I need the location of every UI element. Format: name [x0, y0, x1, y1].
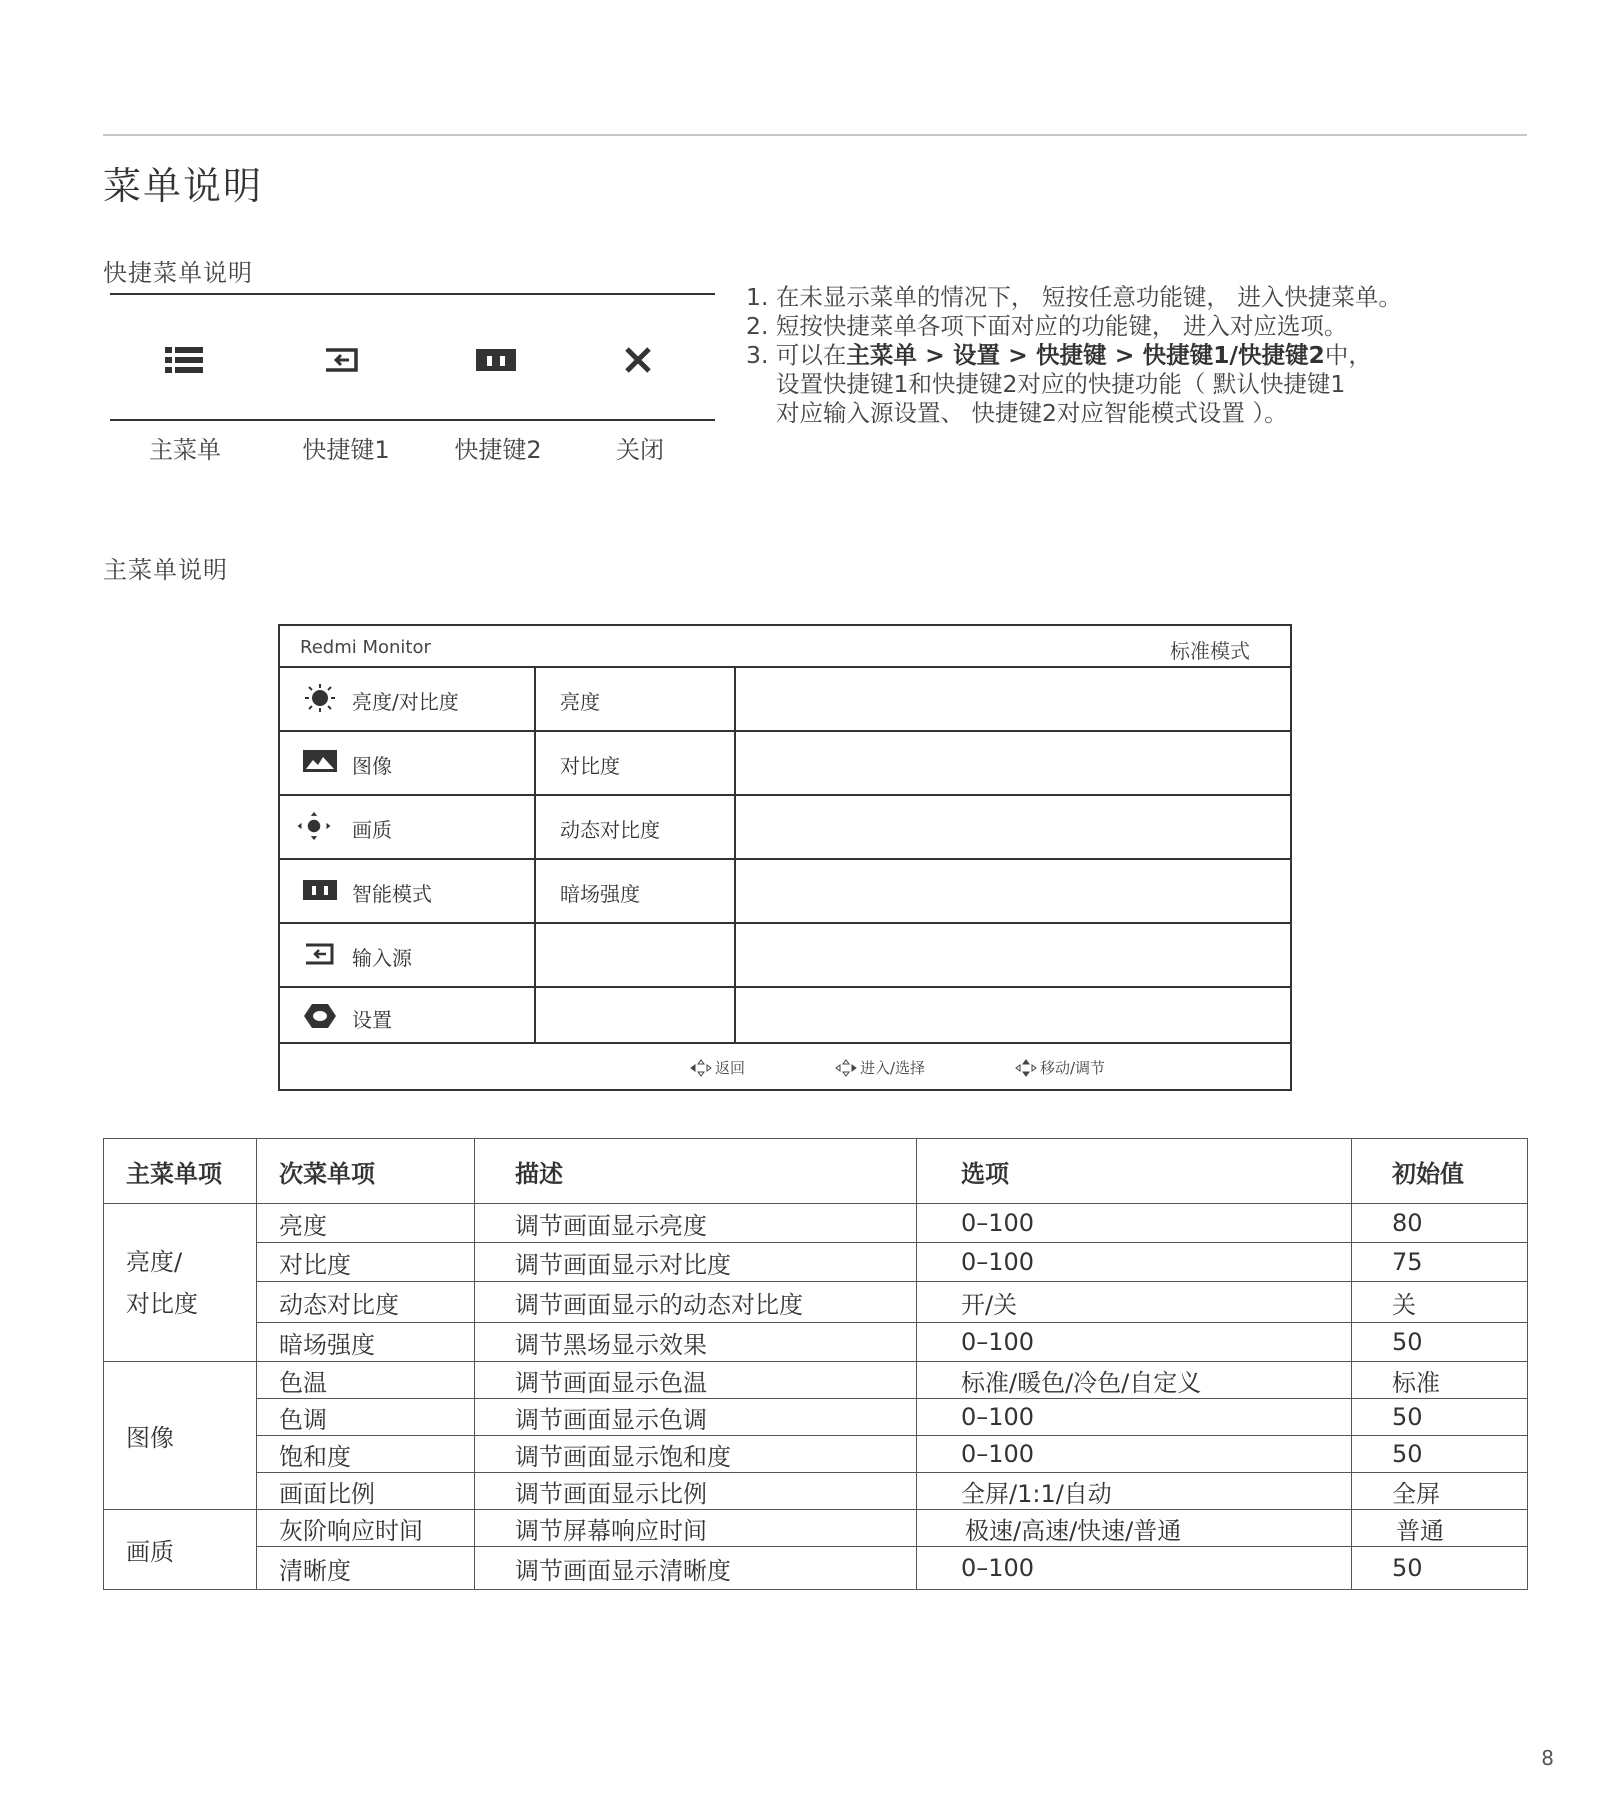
table-cell: 50	[1352, 1547, 1528, 1590]
table-cell: 调节屏幕响应时间	[475, 1510, 917, 1547]
table-cell: 80	[1352, 1204, 1528, 1243]
note-line-2: 2. 短按快捷菜单各项下面对应的功能键， 进入对应选项。	[746, 312, 1348, 340]
table-cell: 0–100	[917, 1204, 1352, 1243]
group-cell: 图像	[104, 1362, 257, 1510]
osd-item-label: 画质	[352, 818, 392, 842]
osd-row	[280, 988, 1290, 1044]
table-row	[104, 1362, 1528, 1399]
table-row	[104, 1436, 1528, 1473]
osd-mode: 标准模式	[1170, 639, 1250, 663]
osd-row	[280, 924, 1290, 988]
osd-header	[280, 626, 1290, 668]
osd-row	[280, 796, 1290, 860]
note-line-3-path: 主菜单 > 设置 > 快捷键 > 快捷键1/快捷键2	[846, 341, 1325, 369]
osd-sub-item: 动态对比度	[560, 818, 660, 842]
osd-item-label: 设置	[352, 1008, 392, 1032]
note-line-5: 对应输入源设置、 快捷键2对应智能模式设置 ）。	[776, 399, 1288, 427]
quick-menu-label-hotkey2: 快捷键2	[454, 436, 542, 464]
settings-icon	[302, 1000, 338, 1032]
table-cell: 50	[1352, 1399, 1528, 1436]
group-name: 对比度	[126, 1289, 198, 1318]
table-cell: 调节画面显示色温	[475, 1362, 917, 1399]
table-row	[104, 1399, 1528, 1436]
table-cell: 0–100	[917, 1243, 1352, 1282]
input-source-icon	[302, 938, 338, 970]
table-cell: 0–100	[917, 1399, 1352, 1436]
osd-hint-enter	[835, 1057, 925, 1078]
table-cell: 普通	[1352, 1510, 1528, 1547]
table-cell: 调节画面显示的动态对比度	[475, 1282, 917, 1323]
osd-sub-item: 暗场强度	[560, 882, 640, 906]
table-header-row	[104, 1139, 1528, 1204]
table-cell: 调节画面显示色调	[475, 1399, 917, 1436]
table-cell: 全屏/1:1/自动	[917, 1473, 1352, 1510]
quick-menu-label-main: 主菜单	[149, 436, 221, 464]
table-header: 次菜单项	[257, 1139, 475, 1204]
table-cell: 全屏	[1352, 1473, 1528, 1510]
table-row	[104, 1282, 1528, 1323]
sun-icon	[302, 682, 338, 714]
osd-row	[280, 860, 1290, 924]
osd-item-label: 输入源	[352, 946, 412, 970]
table-cell: 75	[1352, 1243, 1528, 1282]
table-header: 描述	[475, 1139, 917, 1204]
menu-spec-table	[103, 1138, 1528, 1590]
osd-hint-enter-label: 进入/选择	[860, 1059, 926, 1077]
osd-hint-move	[1015, 1057, 1105, 1078]
osd-row	[280, 668, 1290, 732]
table-header: 初始值	[1352, 1139, 1528, 1204]
table-cell: 50	[1352, 1323, 1528, 1362]
table-row	[104, 1204, 1528, 1243]
table-row	[104, 1473, 1528, 1510]
list-icon	[164, 343, 204, 377]
table-cell: 对比度	[257, 1243, 475, 1282]
quick-menu-label-close: 关闭	[616, 436, 664, 464]
table-cell: 关	[1352, 1282, 1528, 1323]
osd-hint-move-label: 移动/调节	[1040, 1059, 1106, 1077]
osd-sub-item: 亮度	[560, 690, 600, 714]
group-name: 亮度/	[126, 1247, 183, 1276]
table-cell: 0–100	[917, 1436, 1352, 1473]
quick-menu-bottom-line	[110, 419, 715, 421]
table-cell: 色调	[257, 1399, 475, 1436]
table-cell: 清晰度	[257, 1547, 475, 1590]
dpad-icon	[690, 1059, 712, 1077]
table-cell: 动态对比度	[257, 1282, 475, 1323]
table-row	[104, 1510, 1528, 1547]
osd-menu-mockup	[278, 624, 1292, 1091]
table-cell: 标准/暖色/冷色/自定义	[917, 1362, 1352, 1399]
table-cell: 调节黑场显示效果	[475, 1323, 917, 1362]
table-cell: 调节画面显示清晰度	[475, 1547, 917, 1590]
quick-menu-top-line	[110, 293, 715, 295]
note-line-3-prefix: 3. 可以在	[746, 341, 847, 369]
note-line-3	[746, 341, 1536, 370]
osd-hint-back-label: 返回	[715, 1059, 746, 1077]
page-number: 8	[1541, 1746, 1554, 1770]
osd-item-label: 亮度/对比度	[352, 690, 459, 714]
table-row	[104, 1547, 1528, 1590]
image-icon	[302, 746, 338, 778]
osd-row	[280, 732, 1290, 796]
table-cell: 色温	[257, 1362, 475, 1399]
page-title: 菜单说明	[103, 164, 264, 208]
table-cell: 0–100	[917, 1323, 1352, 1362]
smart-mode-icon	[476, 343, 516, 377]
table-row	[104, 1323, 1528, 1362]
quick-menu-notes	[746, 283, 1536, 428]
table-cell: 标准	[1352, 1362, 1528, 1399]
table-cell: 0–100	[917, 1547, 1352, 1590]
main-menu-section-title: 主菜单说明	[103, 556, 228, 584]
quality-icon	[296, 810, 332, 842]
note-line-1: 1. 在未显示菜单的情况下， 短按任意功能键， 进入快捷菜单。	[746, 283, 1402, 311]
osd-brand: Redmi Monitor	[300, 637, 431, 658]
osd-item-label: 图像	[352, 754, 392, 778]
quick-menu-section-title: 快捷菜单说明	[103, 259, 253, 287]
table-cell: 暗场强度	[257, 1323, 475, 1362]
table-cell: 调节画面显示饱和度	[475, 1436, 917, 1473]
group-cell	[104, 1204, 257, 1362]
table-cell: 饱和度	[257, 1436, 475, 1473]
table-cell: 调节画面显示亮度	[475, 1204, 917, 1243]
top-divider	[103, 134, 1527, 136]
table-cell: 极速/高速/快速/普通	[917, 1510, 1352, 1547]
input-source-icon	[322, 343, 362, 377]
table-cell: 开/关	[917, 1282, 1352, 1323]
smart-mode-icon	[302, 874, 338, 906]
table-header: 选项	[917, 1139, 1352, 1204]
osd-item-label: 智能模式	[352, 882, 432, 906]
dpad-icon	[1015, 1059, 1037, 1077]
note-line-4: 设置快捷键1和快捷键2对应的快捷功能（ 默认快捷键1	[776, 370, 1346, 398]
quick-menu-label-hotkey1: 快捷键1	[302, 436, 390, 464]
table-cell: 调节画面显示比例	[475, 1473, 917, 1510]
table-cell: 亮度	[257, 1204, 475, 1243]
table-cell: 50	[1352, 1436, 1528, 1473]
table-cell: 灰阶响应时间	[257, 1510, 475, 1547]
table-row	[104, 1243, 1528, 1282]
dpad-icon	[835, 1059, 857, 1077]
close-icon	[618, 343, 658, 377]
osd-hint-back	[690, 1057, 745, 1078]
note-line-3-suffix: 中，	[1324, 341, 1372, 369]
osd-sub-item: 对比度	[560, 754, 620, 778]
group-cell: 画质	[104, 1510, 257, 1590]
table-header: 主菜单项	[104, 1139, 257, 1204]
osd-footer	[280, 1044, 1290, 1089]
table-cell: 画面比例	[257, 1473, 475, 1510]
table-cell: 调节画面显示对比度	[475, 1243, 917, 1282]
